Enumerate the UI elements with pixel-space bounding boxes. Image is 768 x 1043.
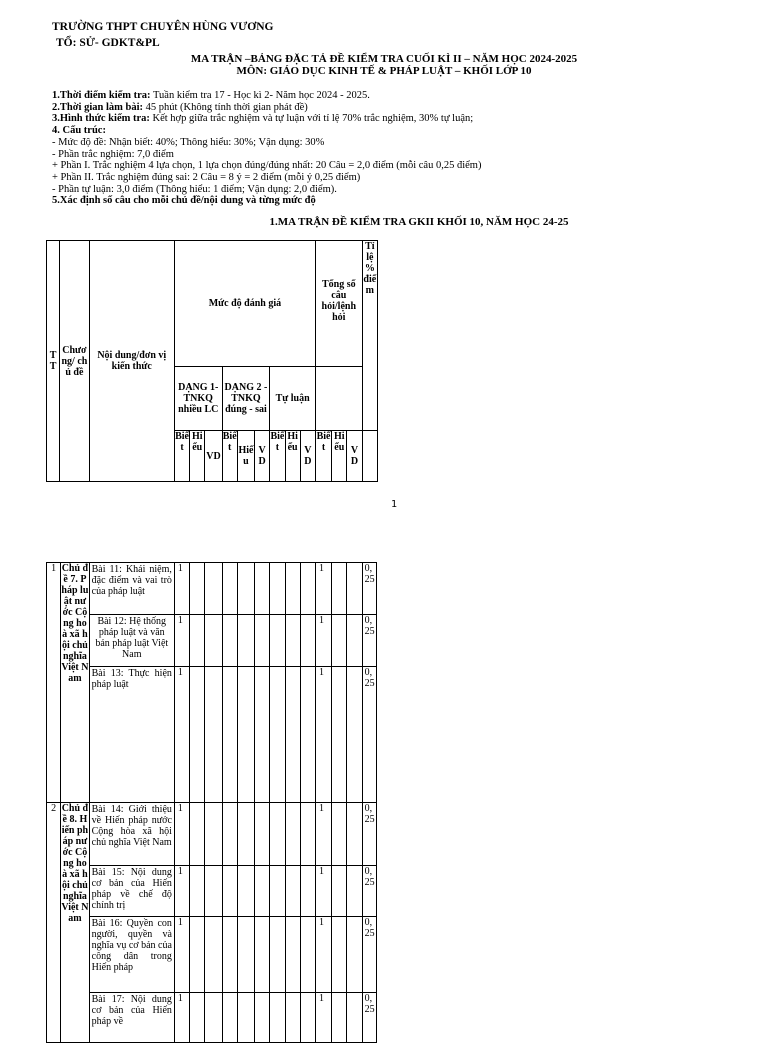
cell-biet: 1 <box>174 917 189 993</box>
table-row <box>47 563 377 615</box>
cell-tong-biet: 1 <box>315 917 331 993</box>
school-name: TRƯỜNG THPT CHUYÊN HÙNG VƯƠNG <box>52 21 274 33</box>
row-content: Bài 16: Quyền con người, quyền và nghĩa vụ cơ bản của công dân trong Hiến pháp <box>89 917 174 993</box>
col-tile: Tỉ lệ % điểm <box>362 241 377 431</box>
matrix-title: 1.MA TRẬN ĐỀ KIỂM TRA GKII KHỐI 10, NĂM HỌC 24-25 <box>269 216 569 228</box>
cell-tong-biet: 1 <box>315 615 331 667</box>
cell-tong-biet: 1 <box>315 563 331 615</box>
exam-info <box>52 90 752 207</box>
matrix-body-table <box>46 562 377 1043</box>
info-line: 5.Xác định số câu cho mỗi chủ đề/nội dung và từng mức độ <box>52 195 316 207</box>
cell-pct: 0,25 <box>362 667 376 803</box>
info-line: + Phần I. Trắc nghiệm 4 lựa chọn, 1 lựa chọn đúng/đúng nhất: 20 Câu = 2,0 điểm (mỗi câu 0,25 điểm) <box>52 160 482 172</box>
info-line: 4. Cấu trúc: <box>52 125 106 137</box>
col-d2-vd: VD <box>255 431 270 482</box>
col-tuluan: Tự luận <box>270 367 316 431</box>
col-mucdo: Mức độ đánh giá <box>174 241 315 367</box>
info-line: 1.Thời điểm kiểm tra: Tuần kiểm tra 17 - Học kì 2- Năm học 2024 - 2025. <box>52 90 370 101</box>
col-tt: TT <box>47 241 60 482</box>
table-row <box>47 993 377 1043</box>
cell-pct: 0,25 <box>362 917 376 993</box>
info-line: 2.Thời gian làm bài: 45 phút (Không tính thời gian phát đề) <box>52 101 308 113</box>
cell-pct: 0,25 <box>362 563 376 615</box>
row-topic: Chủ đề 8. Hiến pháp nước Cộng hoà xã hội chủ nghĩa Việt Nam <box>61 803 89 1043</box>
row-content: Bài 14: Giới thiệu về Hiến pháp nước Cộng hòa xã hội chủ nghĩa Việt Nam <box>89 803 174 866</box>
cell-tong-biet: 1 <box>315 993 331 1043</box>
row-content: Bài 15: Nội dung cơ bản của Hiến pháp về chế độ chính trị <box>89 866 174 917</box>
page-number: 1 <box>391 499 398 510</box>
row-content: Bài 11: Khái niệm, đặc điểm và vai trò của pháp luật <box>89 563 174 615</box>
col-dang1: DẠNG 1- TNKQ nhiều LC <box>174 367 222 431</box>
info-line: + Phần II. Trắc nghiệm đúng sai: 2 Câu = 8 ý = 2 điểm (mỗi ý 0,25 điểm) <box>52 171 361 183</box>
col-tl-hieu: Hiểu <box>285 431 300 482</box>
col-chuong: Chương/ chủ đề <box>60 241 89 482</box>
info-line: - Mức độ đề: Nhận biết: 40%; Thông hiểu: 30%; Vận dụng: 30% <box>52 136 325 148</box>
cell-tong-biet: 1 <box>315 866 331 917</box>
cell-biet: 1 <box>174 993 189 1043</box>
cell-tong-biet: 1 <box>315 667 331 803</box>
cell-pct: 0,25 <box>362 615 376 667</box>
col-tongso: Tổng số câu hỏi/lệnh hỏi <box>315 241 362 367</box>
col-tl-biet: Biết <box>270 431 285 482</box>
cell-pct: 0,25 <box>362 866 376 917</box>
col-d2-biet: Biết <box>222 431 237 482</box>
cell-biet: 1 <box>174 866 189 917</box>
table-row <box>47 866 377 917</box>
col-ts-biet: Biết <box>315 431 331 482</box>
row-tt: 1 <box>47 563 61 803</box>
row-tt: 2 <box>47 803 61 1043</box>
row-content: Bài 17: Nội dung cơ bản của Hiến pháp về <box>89 993 174 1043</box>
cell-pct: 0,25 <box>362 993 376 1043</box>
doc-title: MA TRẬN –BẢNG ĐẶC TẢ ĐỀ KIỂM TRA CUỐI KÌ II – NĂM HỌC 2024-2025 <box>190 53 578 65</box>
col-d1-biet: Biết <box>174 431 189 482</box>
table-row <box>47 667 377 803</box>
col-tile-sub <box>362 431 377 482</box>
matrix-header-table <box>46 240 378 482</box>
table-row <box>47 615 377 667</box>
cell-biet: 1 <box>174 563 189 615</box>
info-line: - Phần tự luận: 3,0 điểm (Thông hiểu: 1 điểm; Vận dụng: 2,0 điểm). <box>52 183 337 195</box>
row-content: Bài 12: Hệ thống pháp luật và văn bản pháp luật Việt Nam <box>89 615 174 667</box>
info-line: - Phần trắc nghiệm: 7,0 điểm <box>52 148 174 160</box>
col-d1-hieu: Hiểu <box>190 431 205 482</box>
col-ts-hieu: Hiểu <box>332 431 347 482</box>
col-dang2: DẠNG 2 - TNKQ đúng - sai <box>222 367 270 431</box>
cell-biet: 1 <box>174 803 189 866</box>
cell-biet: 1 <box>174 615 189 667</box>
col-ts-vd: VD <box>347 431 362 482</box>
col-noidung: Nội dung/đơn vị kiến thức <box>89 241 174 482</box>
info-line: 3.Hình thức kiểm tra: Kết hợp giữa trắc nghiệm và tự luận với tỉ lệ 70% trắc nghiệm, 30% tự luận; <box>52 113 474 125</box>
table-row <box>47 917 377 993</box>
col-d1-vd: VD <box>205 431 222 482</box>
col-tongso-sub <box>315 367 362 431</box>
row-topic: Chủ đề 7. Pháp luật nước Cộng hoà xã hội chủ nghĩa Việt Nam <box>61 563 89 803</box>
department-name: TỔ: SỬ- GDKT&PL <box>56 37 160 49</box>
cell-pct: 0,25 <box>362 803 376 866</box>
row-content: Bài 13: Thực hiện pháp luật <box>89 667 174 803</box>
doc-subtitle: MÔN: GIÁO DỤC KINH TẾ & PHÁP LUẬT – KHỐI LỚP 10 <box>236 65 532 77</box>
table-row <box>47 803 377 866</box>
cell-tong-biet: 1 <box>315 803 331 866</box>
col-d2-hieu: Hiểu <box>237 431 254 482</box>
col-tl-vd: VD <box>300 431 315 482</box>
cell-biet: 1 <box>174 667 189 803</box>
